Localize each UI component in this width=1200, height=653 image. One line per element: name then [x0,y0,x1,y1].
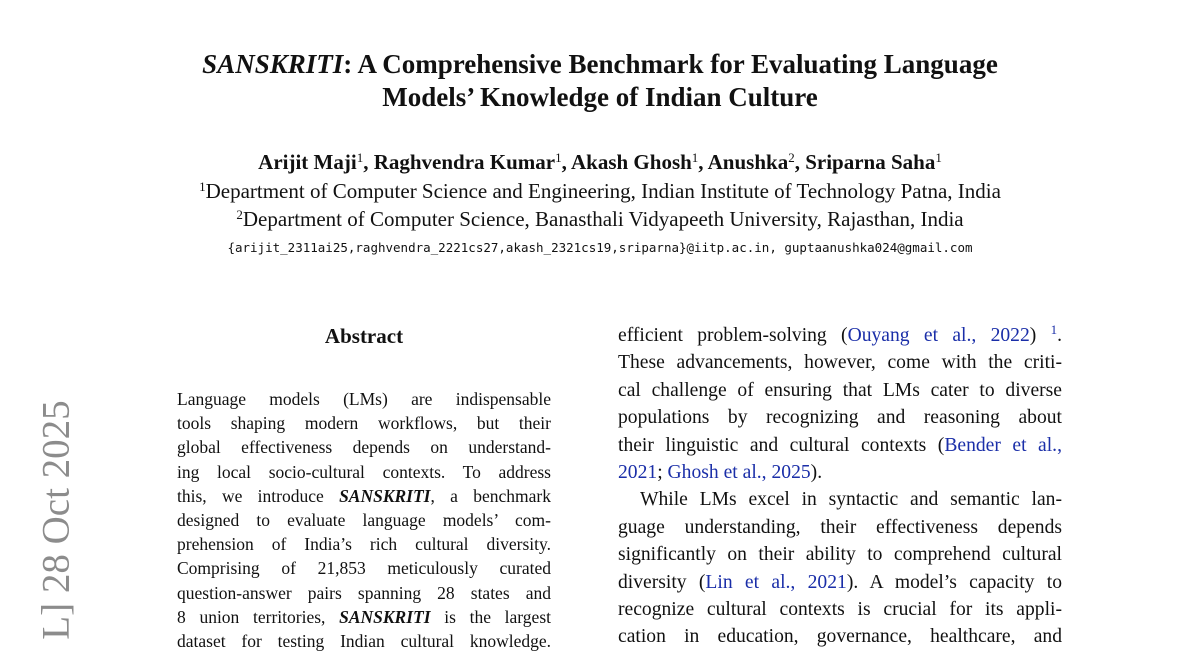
title-line2: Models’ Knowledge of Indian Culture [382,82,818,112]
abstract-line: tools shaping modern workflows, but their [177,413,551,434]
citation-link[interactable]: Lin et al., 2021 [705,571,847,593]
introduction-body [618,322,1062,651]
citation-link[interactable]: Bender et al., [944,434,1062,456]
body-line: These advancements, however, come with the criti- [618,352,1062,374]
body-line: significantly on their ability to comprehend cultural [618,544,1062,566]
abstract-line: dataset for testing Indian cultural knowledge. [177,631,551,652]
body-line: diversity (Lin et al., 2021). A model’s capacity to [618,571,1063,593]
author: Sriparna Saha$^1$ [805,150,942,174]
body-line: their linguistic and cultural contexts (Bender et al., [618,434,1062,456]
body-line: cal challenge of ensuring that LMs cater to diverse [618,379,1062,401]
footnote-link[interactable]: 1 [1050,322,1058,337]
abstract-line: question-answer pairs spanning 28 states and [177,582,551,603]
abstract-line: designed to evaluate language models’ com- [177,510,551,531]
abstract-heading: Abstract [324,324,404,348]
author: Anushka$^2$, [707,150,806,174]
abstract-line: ing local socio-cultural contexts. To address [177,461,551,482]
author-list [100,148,1100,176]
abstract-line: prehension of India’s rich cultural diversity. [177,534,551,555]
abstract-line: 8 union territories, SANSKRITI is the largest [177,606,551,627]
body-line: 2021; Ghosh et al., 2025). [618,462,823,484]
body-line: efficient problem-solving (Ouyang et al., 2022) $^1$. [618,322,1062,346]
affiliation-1: $^1$Department of Computer Science and Engineering, Indian Institute of Technology Patna, India [199,179,1001,203]
citation-link[interactable]: Ghosh et al., 2025 [667,462,811,484]
abstract-line: Comprising of 21,853 meticulously curated [177,558,551,579]
abstract-line: this, we introduce SANSKRITI, a benchmark [177,485,551,506]
abstract-line: Language models (LMs) are indispensable [177,389,551,409]
author-emails: {arijit_2311ai25,raghvendra_2221cs27,akash_2321cs19,sriparna}@iitp.ac.in, guptaanushka024@gmail.com [227,240,973,255]
body-line: recognize cultural contexts is crucial for its appli- [618,599,1062,621]
title-benchmark-name: SANSKRITI [202,49,344,79]
body-line: populations by recognizing and reasoning about [618,407,1062,429]
title-line1: : A Comprehensive Benchmark for Evaluating Language [343,49,998,79]
author: Raghvendra Kumar$^1$, [373,150,571,174]
body-line: guage understanding, their effectiveness depends [618,516,1062,538]
body-line: While LMs excel in syntactic and semantic lan- [640,489,1062,511]
author: Akash Ghosh$^1$, [570,150,708,174]
affiliation-2: $^2$Department of Computer Science, Banasthali Vidyapeeth University, Rajasthan, India [236,207,964,231]
paper-title [150,48,1050,114]
abstract-line: global effectiveness depends on understand- [177,437,551,458]
abstract-body [177,387,551,653]
author: Arijit Maji$^1$, [258,150,374,174]
citation-link[interactable]: 2021 [618,462,658,484]
arxiv-sidebar-stamp: L] 28 Oct 2025 [34,400,78,640]
body-line: cation in education, governance, healthcare, and [618,626,1062,648]
citation-link[interactable]: Ouyang et al., 2022 [847,325,1030,346]
